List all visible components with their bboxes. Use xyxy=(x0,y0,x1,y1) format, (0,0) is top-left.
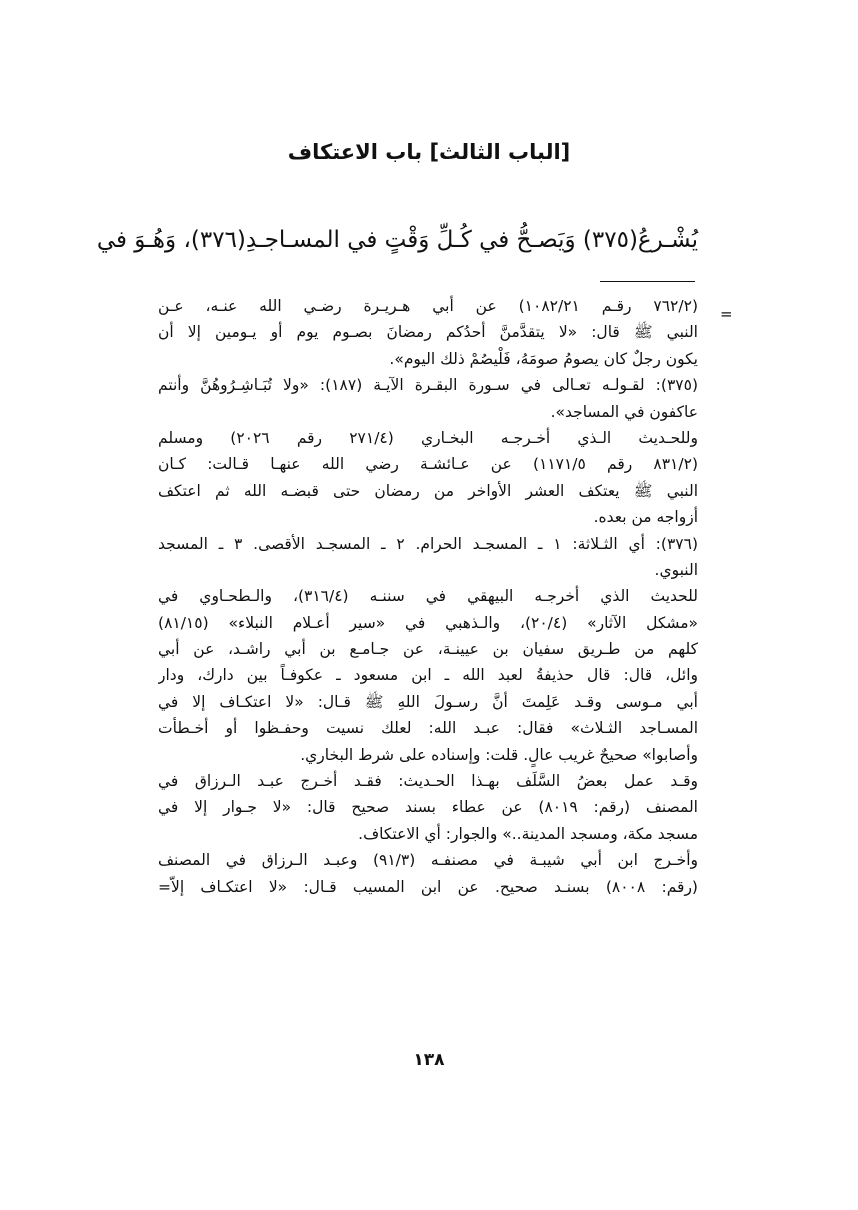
footnotes xyxy=(158,293,698,900)
footnote-line: أبي مـوسى وقـد عَلِمتَ أنَّ رسـولَ اللهِ ﷺ قـال: «لا اعتكـاف إلا في xyxy=(158,692,698,711)
footnote-line: أزواجه من بعده. xyxy=(593,508,698,527)
footnote-line: النبي ﷺ قال: «لا يتقدَّمنَّ أحدُكم رمضانَ بصـوم يوم أو يـومين إلا أن xyxy=(158,323,698,342)
footnote-376-musannaf xyxy=(158,847,698,900)
footnote-line: للحديث الذي أخرجـه البيهقي في سننـه (٣١٦/٤)، والـطحـاوي في xyxy=(158,587,698,606)
footnote-line: يكون رجلٌ كان يصومُ صومَهُ، فَلْيصُمْ ذلك اليوم». xyxy=(389,349,698,368)
main-text-line: يُشْـرعُ(٣٧٥) وَيَصـحُّ في كُـلِّ وَقْتٍ في المسـاجـدِ(٣٧٦)، وَهُـوَ في xyxy=(96,227,698,253)
footnote-line: عاكفون في المساجد». xyxy=(550,402,698,421)
footnote-line: النبي ﷺ يعتكف العشر الأواخر من رمضان حتى قبضـه الله ثم اعتكف xyxy=(158,481,698,500)
footnote-line: (٨٣١/٢ رقم ١١٧١/٥) عن عـائشـة رضي الله عنهـا قـالت: كـان xyxy=(158,455,698,474)
footnote-line: «مشكل الآثار» (٢٠/٤)، والـذهبي في «سير أعـلام النبلاء» (٨١/١٥) xyxy=(158,613,698,632)
footnote-line: المصنف (رقم: ٨٠١٩) عن عطاء بسند صحيح قال: «لا جـوار إلا في xyxy=(158,798,698,817)
footnote-continued xyxy=(158,293,698,372)
footnote-line: مسجد مكة، ومسجد المدينة..» والجوار: أي الاعتكاف. xyxy=(358,824,698,843)
footnote-376-salaf xyxy=(158,768,698,847)
footnote-line: المسـاجد الثـلاث» فقال: عبـد الله: لعلك نسيت وحفـظوا أو أخـطأت xyxy=(158,719,698,738)
footnote-line: (٣٧٥): لقـولـه تعـالى في سـورة البقـرة الآيـة (١٨٧): «ولا تُبَـاشِـرُوهُنَّ وأنتم xyxy=(158,376,698,395)
footnote-line: وائل، قال: قال حذيفةُ لعبد الله ـ ابن مسعود ـ عكوفـاً بين دارك، ودار xyxy=(158,666,698,685)
page-number: ١٣٨ xyxy=(413,1050,445,1070)
footnote-line: النبوي. xyxy=(654,560,698,579)
footnote-line: وقـد عمل بعضُ السَّلَف بهـذا الحـديث: فقـد أخـرج عبـد الـرزاق في xyxy=(158,772,698,791)
footnote-line: وأخـرج ابن أبي شيبـة في مصنفـه (٩١/٣) وعبـد الـرزاق في المصنف xyxy=(158,851,698,870)
footnote-376 xyxy=(158,531,698,584)
footnote-line: كلهم من طـريق سفيان بن عيينـة، عن جـامـع بن أبي راشـد، عن أبي xyxy=(158,640,698,659)
chapter-title: [الباب الثالث] باب الاعتكاف xyxy=(287,140,571,164)
footnote-line: وأصابوا» صحيحٌ غريب عالٍ. قلت: وإسناده على شرط البخاري. xyxy=(300,745,698,764)
footnote-375-hadith xyxy=(158,425,698,531)
footnote-line: (٣٧٦): أي الثـلاثة: ١ ـ المسجـد الحرام. ٢ ـ المسجـد الأقصى. ٣ ـ المسجد xyxy=(158,534,698,553)
footnote-line: (٧٦٢/٢ رقـم ١٠٨٢/٢١) عن أبي هـريـرة رضـي الله عنـه، عـن xyxy=(158,297,698,315)
footnote-line: وللحـديث الـذي أخـرجـه البخـاري (٢٧١/٤ رقم ٢٠٢٦) ومسلم xyxy=(158,428,698,447)
footnote-375 xyxy=(158,372,698,425)
continuation-mark: = xyxy=(720,305,733,323)
footnote-line: (رقم: ٨٠٠٨) بسنـد صحيح. عن ابن المسيب قـال: «لا اعتكـاف إلاّ= xyxy=(158,877,698,896)
footnote-separator-rule xyxy=(600,281,695,282)
footnote-376-hadith xyxy=(158,583,698,768)
